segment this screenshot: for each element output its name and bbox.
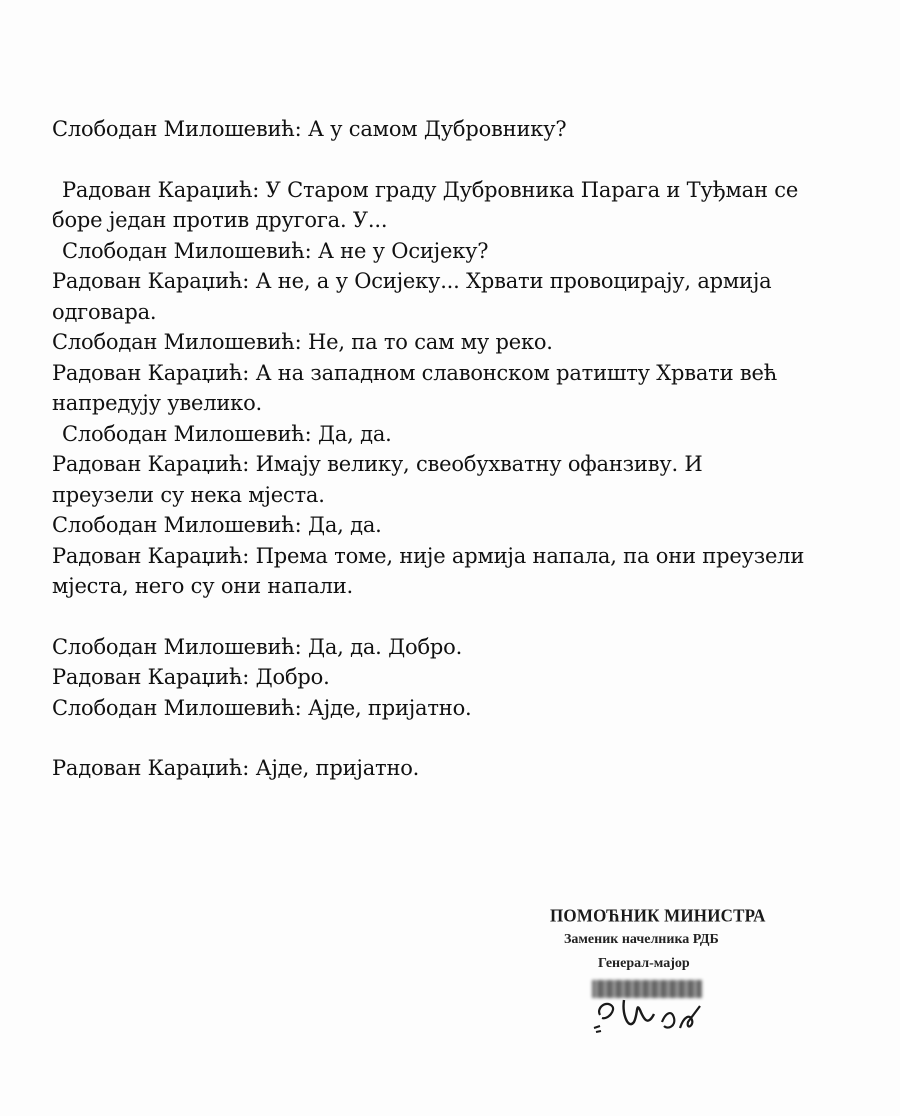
dialogue-line: Радован Караџић: У Старом граду Дубровника Парага и Туђман се: [62, 177, 799, 202]
official-stamp: [548, 900, 808, 1040]
dialogue-line-continuation: преузели су нека мјеста.: [52, 482, 325, 507]
transcript-body: [52, 114, 862, 784]
dialogue-line: Радован Караџић: Ајде, пријатно.: [52, 756, 420, 780]
dialogue-line-continuation: одговара.: [52, 299, 157, 324]
stamp-subtitle: Заменик начелника РДБ: [564, 932, 719, 947]
dialogue-line: Радован Караџић: А на западном славонском ратишту Хрвати већ: [52, 360, 778, 385]
dialogue-line: Слободан Милошевић: Да, да. Добро.: [52, 634, 463, 659]
dialogue-line: Слободан Милошевић: А у самом Дубровнику?: [52, 117, 567, 141]
stamp-rank: Генерал-мајор: [598, 956, 690, 971]
dialogue-line: Слободан Милошевић: Не, па то сам му реко.: [52, 330, 553, 354]
dialogue-line: Радован Караџић: Добро.: [52, 665, 330, 689]
dialogue-line: Слободан Милошевић: Да, да.: [52, 513, 382, 537]
dialogue-line-continuation: боре један против другога. У...: [52, 208, 388, 232]
dialogue-line-continuation: напредују увелико.: [52, 391, 262, 415]
dialogue-line: Слободан Милошевић: А не у Осијеку?: [62, 238, 489, 263]
signature: [588, 970, 718, 1040]
dialogue-line-continuation: мјеста, него су они напали.: [52, 574, 354, 598]
dialogue-line: Радован Караџић: Имају велику, свеобухватну офанзиву. И: [52, 452, 703, 476]
dialogue-line: Слободан Милошевић: Да, да.: [62, 421, 392, 446]
stamp-title: ПОМОЋНИК МИНИСТРА: [550, 905, 766, 926]
dialogue-line: Радован Караџић: Према томе, није армија напала, па они преузели: [52, 543, 805, 568]
dialogue-line: Слободан Милошевић: Ајде, пријатно.: [52, 695, 472, 720]
dialogue-line: Радован Караџић: А не, а у Осијеку... Хрвати провоцирају, армија: [52, 269, 772, 293]
